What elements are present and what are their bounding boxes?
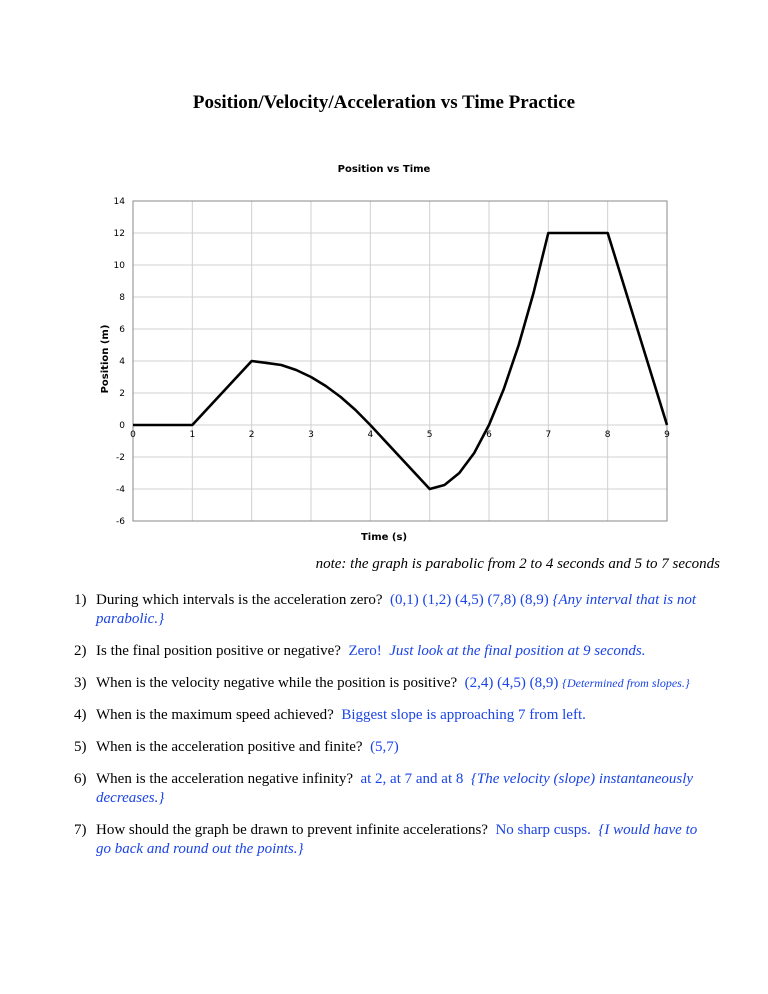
y-tick-label: -4 — [116, 485, 125, 495]
answer-6: at 2, at 7 and at 8 — [360, 771, 464, 787]
x-axis-label: Time (s) — [360, 532, 408, 543]
y-tick-label: 14 — [113, 197, 125, 207]
question-3: 3) When is the velocity negative while the position is positive? (2,4) (4,5) (8,9) {Determined from slopes.} — [74, 675, 690, 691]
y-tick-label: 6 — [119, 325, 125, 335]
answer-5: (5,7) — [370, 739, 399, 755]
y-tick-label: -2 — [116, 453, 125, 463]
x-tick-label: 4 — [367, 430, 374, 440]
answer-2: Zero! — [348, 643, 382, 659]
y-tick-label: -6 — [116, 517, 125, 527]
question-5: 5) When is the acceleration positive and finite? (5,7) — [74, 739, 399, 755]
y-tick-label: 2 — [119, 389, 125, 399]
answer-3-comment: {Determined from slopes.} — [562, 676, 690, 690]
answer-4: Biggest slope is approaching 7 from left. — [341, 707, 586, 723]
y-tick-label: 8 — [119, 293, 125, 303]
position-vs-time-chart — [98, 158, 678, 548]
answer-2-comment: Just look at the final position at 9 seconds. — [389, 643, 646, 659]
y-axis-label: Position (m) — [100, 324, 111, 394]
question-6: 6) When is the acceleration negative infinity? at 2, at 7 and at 8 {The velocity (slope) instantaneously decreases.} — [74, 771, 694, 806]
question-7: 7) How should the graph be drawn to prevent infinite accelerations? No sharp cusps. {I would have to go back and round out the points.} — [74, 822, 698, 857]
x-tick-label: 7 — [545, 430, 552, 440]
question-2: 2) Is the final position positive or negative? Zero! Just look at the final position at 9 seconds. — [74, 643, 646, 659]
question-3-text: When is the velocity negative while the position is positive? — [96, 675, 458, 691]
question-1: 1) During which intervals is the acceleration zero? (0,1) (1,2) (4,5) (7,8) (8,9) {Any interval that is not parabolic.} — [74, 592, 696, 627]
x-tick-label: 3 — [308, 430, 314, 440]
question-5-text: When is the acceleration positive and finite? — [96, 739, 363, 755]
answer-1-comment: {Any interval that is not parabolic.} — [96, 592, 696, 627]
x-tick-label: 8 — [604, 430, 611, 440]
question-4-text: When is the maximum speed achieved? — [96, 707, 334, 723]
question-6-text: When is the acceleration negative infinity? — [96, 771, 353, 787]
question-7-text: How should the graph be drawn to prevent infinite accelerations? — [96, 822, 488, 838]
y-tick-label: 10 — [113, 261, 125, 271]
chart-title: Position vs Time — [337, 164, 431, 175]
x-tick-label: 6 — [486, 430, 492, 440]
question-2-text: Is the final position positive or negative? — [96, 643, 341, 659]
x-tick-label: 2 — [248, 430, 255, 440]
question-list — [74, 591, 714, 872]
answer-7-comment: {I would have to go back and round out the points.} — [96, 822, 698, 857]
x-tick-label: 5 — [426, 430, 433, 440]
question-1-text: During which intervals is the acceleration zero? — [96, 592, 383, 608]
x-tick-label: 9 — [664, 430, 670, 440]
y-tick-label: 12 — [113, 229, 125, 239]
answer-1: (0,1) (1,2) (4,5) (7,8) (8,9) — [390, 592, 549, 608]
y-tick-label: 0 — [119, 421, 125, 431]
graph-note: note: the graph is parabolic from 2 to 4 seconds and 5 to 7 seconds — [315, 556, 720, 572]
answer-7: No sharp cusps. — [495, 822, 591, 838]
question-4: 4) When is the maximum speed achieved? Biggest slope is approaching 7 from left. — [74, 707, 586, 723]
answer-3: (2,4) (4,5) (8,9) — [464, 675, 559, 691]
page-title: Position/Velocity/Acceleration vs Time Practice — [192, 92, 576, 113]
x-tick-label: 0 — [130, 430, 136, 440]
x-tick-label: 1 — [189, 430, 196, 440]
y-tick-label: 4 — [119, 357, 125, 367]
answer-6-comment: {The velocity (slope) instantaneously decreases.} — [96, 771, 694, 806]
